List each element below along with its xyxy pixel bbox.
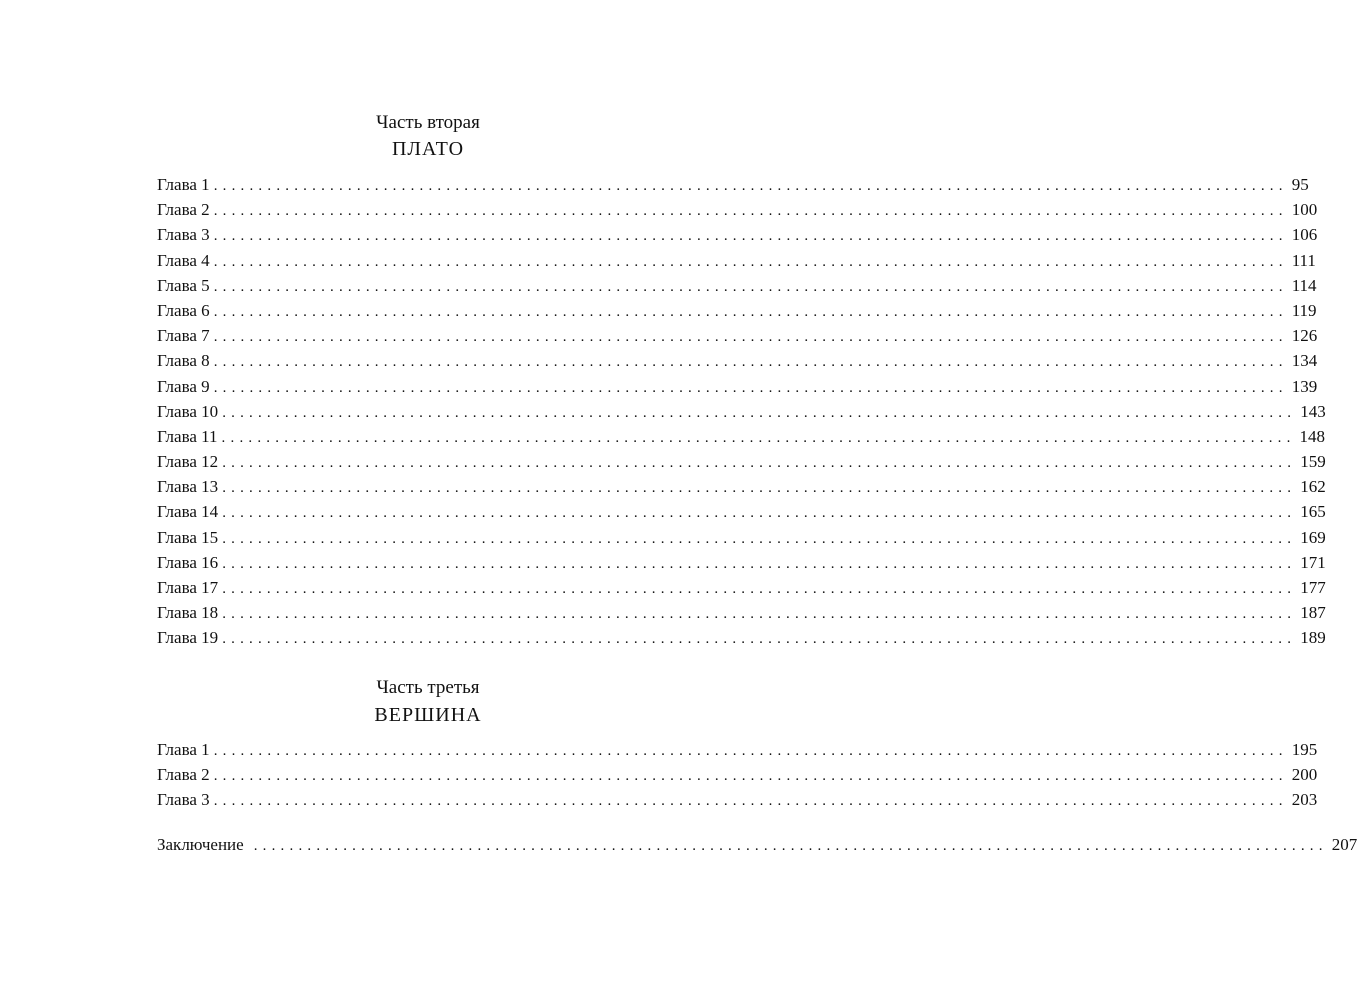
toc-page-number: 100 xyxy=(1288,197,1318,222)
toc-entry-label: Глава 6 xyxy=(157,298,214,323)
toc-page-number: 106 xyxy=(1288,222,1318,247)
dot-leader: ........................................................................................................................ xyxy=(213,379,1288,396)
toc-page-number: 162 xyxy=(1296,474,1326,499)
toc-entry-label: Глава 3 xyxy=(157,222,214,247)
toc-page-number: 203 xyxy=(1288,787,1318,812)
toc-page-number: 200 xyxy=(1288,762,1318,787)
toc-page-number: 111 xyxy=(1288,248,1316,273)
toc-row[interactable] xyxy=(157,600,1326,625)
toc-entry-label: Глава 1 xyxy=(157,172,214,197)
toc-page-number: 177 xyxy=(1296,575,1326,600)
toc-page-number: 114 xyxy=(1288,273,1317,298)
dot-leader: ........................................................................................................................ xyxy=(222,555,1297,572)
toc-row[interactable] xyxy=(157,762,1318,787)
toc-entry-label: Глава 15 xyxy=(157,525,222,550)
toc-row[interactable] xyxy=(157,222,1318,247)
toc-page-number: 148 xyxy=(1296,424,1326,449)
part3-toc-list xyxy=(157,737,1318,813)
toc-page-number: 165 xyxy=(1296,499,1326,524)
dot-leader: ........................................................................................................................ xyxy=(213,768,1288,785)
toc-page-number: 95 xyxy=(1288,172,1309,197)
toc-row[interactable] xyxy=(157,550,1326,575)
part2-name: ПЛАТО xyxy=(391,138,465,160)
toc-row[interactable] xyxy=(157,197,1318,222)
toc-entry-label: Глава 1 xyxy=(157,737,214,762)
toc-row[interactable] xyxy=(157,737,1318,762)
dot-leader: ........................................................................................................................ xyxy=(253,838,1328,854)
dot-leader: ........................................................................................................................ xyxy=(213,303,1288,320)
toc-page-number: 126 xyxy=(1288,323,1318,348)
toc-row[interactable] xyxy=(157,399,1326,424)
toc-page-number: 207 xyxy=(1328,832,1357,857)
toc-entry-label: Глава 19 xyxy=(157,625,222,650)
toc-page-number: 159 xyxy=(1296,449,1326,474)
dot-leader: ........................................................................................................................ xyxy=(213,228,1288,245)
toc-entry-label: Глава 18 xyxy=(157,600,222,625)
toc-page-number: 195 xyxy=(1288,737,1318,762)
toc-row[interactable] xyxy=(157,248,1316,273)
toc-entry-label: Глава 17 xyxy=(157,575,222,600)
dot-leader: ........................................................................................................................ xyxy=(222,455,1297,472)
toc-row[interactable] xyxy=(157,374,1318,399)
toc-page-number: 189 xyxy=(1296,625,1326,650)
dot-leader: ........................................................................................................................ xyxy=(213,278,1288,295)
toc-page-number: 187 xyxy=(1296,600,1326,625)
dot-leader: ........................................................................................................................ xyxy=(222,404,1297,421)
dot-leader: ........................................................................................................................ xyxy=(213,329,1288,346)
toc-entry-label: Глава 16 xyxy=(157,550,222,575)
toc-row[interactable] xyxy=(157,323,1318,348)
dot-leader: ........................................................................................................................ xyxy=(213,793,1288,810)
dot-leader: ........................................................................................................................ xyxy=(213,253,1288,270)
toc-page-number: 139 xyxy=(1288,374,1318,399)
toc-page-number: 134 xyxy=(1288,348,1318,373)
toc-row[interactable] xyxy=(157,525,1326,550)
toc-row[interactable] xyxy=(157,424,1326,449)
toc-entry-label: Глава 2 xyxy=(157,762,214,787)
toc-entry-label: Глава 2 xyxy=(157,197,214,222)
toc-entry-label: Глава 13 xyxy=(157,474,222,499)
toc-row[interactable] xyxy=(157,575,1326,600)
toc-entry-label: Заключение xyxy=(157,832,254,857)
dot-leader: ........................................................................................................................ xyxy=(222,480,1297,497)
toc-row[interactable] xyxy=(157,499,1326,524)
toc-row[interactable] xyxy=(157,298,1317,323)
dot-leader: ........................................................................................................................ xyxy=(213,178,1288,194)
toc-page-number: 171 xyxy=(1296,550,1326,575)
toc-entry-label: Глава 7 xyxy=(157,323,214,348)
toc-entry-label: Глава 5 xyxy=(157,273,214,298)
dot-leader: ........................................................................................................................ xyxy=(213,203,1288,220)
toc-row[interactable] xyxy=(157,273,1317,298)
toc-row[interactable] xyxy=(157,449,1326,474)
toc-page-number: 119 xyxy=(1288,298,1317,323)
part2-title: Часть вторая xyxy=(376,112,480,133)
toc-row-conclusion[interactable] xyxy=(157,832,1357,857)
toc-entry-label: Глава 11 xyxy=(157,424,222,449)
dot-leader: ........................................................................................................................ xyxy=(213,743,1288,759)
toc-entry-label: Глава 9 xyxy=(157,374,214,399)
dot-leader: ........................................................................................................................ xyxy=(222,581,1297,597)
toc-row[interactable] xyxy=(157,787,1318,812)
toc-page-number: 143 xyxy=(1296,399,1326,424)
toc-entry-label: Глава 3 xyxy=(157,787,214,812)
toc-entry-label: Глава 14 xyxy=(157,499,222,524)
toc-entry-label: Глава 12 xyxy=(157,449,222,474)
dot-leader: ........................................................................................................................ xyxy=(222,530,1297,547)
toc-row[interactable] xyxy=(157,625,1326,650)
conclusion-toc-list xyxy=(157,832,1357,857)
part3-title: Часть третья xyxy=(376,677,480,698)
part2-toc-list xyxy=(157,172,1326,651)
dot-leader: ........................................................................................................................ xyxy=(222,505,1297,522)
dot-leader: ........................................................................................................................ xyxy=(222,631,1297,648)
toc-entry-label: Глава 4 xyxy=(157,248,214,273)
part3-name: ВЕРШИНА xyxy=(374,704,482,726)
dot-leader: ........................................................................................................................ xyxy=(213,354,1288,371)
toc-row[interactable] xyxy=(157,172,1309,197)
toc-entry-label: Глава 8 xyxy=(157,348,214,373)
toc-row[interactable] xyxy=(157,474,1326,499)
dot-leader: ........................................................................................................................ xyxy=(221,429,1296,446)
toc-page-number: 169 xyxy=(1296,525,1326,550)
toc-row[interactable] xyxy=(157,348,1318,373)
dot-leader: ........................................................................................................................ xyxy=(222,606,1297,623)
toc-entry-label: Глава 10 xyxy=(157,399,222,424)
